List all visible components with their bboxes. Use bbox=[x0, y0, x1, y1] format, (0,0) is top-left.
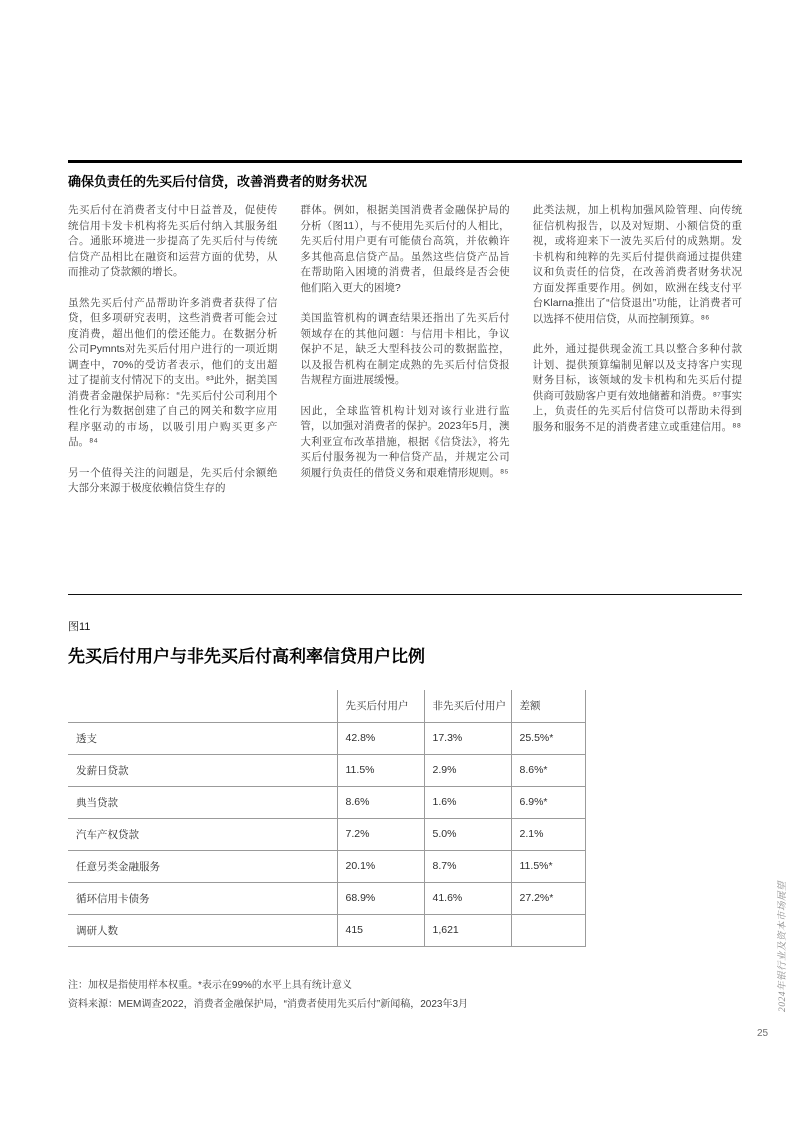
table-header-row bbox=[68, 690, 585, 722]
paragraph: 此类法规，加上机构加强风险管理、向传统征信机构报告，以及对短期、小额信贷的重视，或将迎来下一波先买后付的成熟期。发卡机构和纯粹的先买后付提供商通过提供建议和负责任的信贷，在改善消费者财务状况方面发挥重要作用。例如，欧洲在线支付平台Klarna推出了“信贷退出”功能，让消费者可以选择不使用信贷，从而控制预算。⁸⁶ bbox=[532, 204, 742, 325]
page-number: 25 bbox=[757, 1028, 769, 1039]
table-cell-label: 透支 bbox=[68, 722, 337, 754]
table-cell-label: 典当贷款 bbox=[68, 786, 337, 818]
paragraph: 另一个值得关注的问题是，先买后付余额绝大部分来源于极度依赖信贷生存的 bbox=[68, 466, 278, 494]
paragraph: 群体。例如，根据美国消费者金融保护局的分析（图11），与不使用先买后付的人相比，先买后付用户更有可能债台高筑，并依赖许多其他高息信贷产品。虽然这些信贷产品旨在帮助陷入困境的消费者，但最终是否会使他们陷入更大的困境? bbox=[300, 204, 510, 294]
table-cell-label: 任意另类金融服务 bbox=[68, 850, 337, 882]
table-row bbox=[68, 850, 585, 882]
table-cell-label: 汽车产权贷款 bbox=[68, 818, 337, 850]
table-cell: 25.5%* bbox=[511, 722, 585, 754]
paragraph: 此外，通过提供现金流工具以整合多种付款计划、提供预算编制见解以及支持客户实现财务目标，该领域的发卡机构和先买后付提供商可鼓励客户更有效地储蓄和消费。⁸⁷事实上，负责任的先买后付信贷可以帮助未得到服务和服务不足的消费者建立或重建信用。⁸⁸ bbox=[532, 343, 742, 433]
text-column-1 bbox=[68, 203, 277, 512]
footnote: 注：加权是指使用样本权重。*表示在99%的水平上具有统计意义 bbox=[68, 980, 352, 991]
source-note: 资料来源：MEM调查2022，消费者金融保护局，“消费者使用先买后付”新闻稿，2023年3月 bbox=[68, 999, 469, 1010]
section-heading: 确保负责任的先买后付信贷，改善消费者的财务状况 bbox=[68, 174, 368, 189]
table-cell: 1,621 bbox=[424, 914, 511, 946]
table-row bbox=[68, 818, 585, 850]
text-column-2 bbox=[300, 203, 509, 512]
table-header-cell bbox=[68, 690, 337, 722]
paragraph: 美国监管机构的调查结果还指出了先买后付领域存在的其他问题：与信用卡相比，争议保护不足，缺乏大型科技公司的数据监控，以及报告机构在制定成熟的先买后付信贷报告规程方面进展缓慢。 bbox=[300, 312, 510, 386]
figure-label: 图11 bbox=[68, 621, 91, 633]
paragraph: 虽然先买后付产品帮助许多消费者获得了信贷，但多项研究表明，这些消费者可能会过度消费，超出他们的偿还能力。在数据分析公司Pymnts对先买后付用户进行的一项近期调查中，70%的受访者表示，他们的支出超过了提前支付情况下的支出。⁸³此外，据美国消费者金融保护局称：“先买后付公司利用个性化行为数据创建了自己的网关和数字应用程序驱动的市场，以吸引用户购买更多产品。⁸⁴ bbox=[68, 296, 278, 448]
report-spine-title: 2024年银行业及资本市场展望 bbox=[778, 880, 788, 1012]
table-cell: 20.1% bbox=[337, 850, 424, 882]
figure-title: 先买后付用户与非先买后付高利率信贷用户比例 bbox=[68, 647, 425, 666]
table-row bbox=[68, 786, 585, 818]
table-cell-label: 发薪日贷款 bbox=[68, 754, 337, 786]
table-row bbox=[68, 722, 585, 754]
table-cell: 8.6%* bbox=[511, 754, 585, 786]
table-row bbox=[68, 754, 585, 786]
table-cell: 1.6% bbox=[424, 786, 511, 818]
table-header-cell: 差额 bbox=[511, 690, 585, 722]
table-cell bbox=[511, 914, 585, 946]
table-header-cell: 非先买后付用户 bbox=[424, 690, 511, 722]
text-column-3 bbox=[533, 203, 742, 512]
figure-table bbox=[68, 690, 586, 947]
table-row bbox=[68, 914, 585, 946]
table-cell-label: 循环信用卡债务 bbox=[68, 882, 337, 914]
table-cell: 42.8% bbox=[337, 722, 424, 754]
body-columns bbox=[68, 203, 742, 512]
table-cell: 2.9% bbox=[424, 754, 511, 786]
table-cell: 8.6% bbox=[337, 786, 424, 818]
section-top-rule bbox=[68, 160, 742, 163]
table-header-cell: 先买后付用户 bbox=[337, 690, 424, 722]
table-cell-label: 调研人数 bbox=[68, 914, 337, 946]
table-cell: 7.2% bbox=[337, 818, 424, 850]
table-cell: 11.5% bbox=[337, 754, 424, 786]
table-cell: 41.6% bbox=[424, 882, 511, 914]
table-cell: 8.7% bbox=[424, 850, 511, 882]
table-cell: 415 bbox=[337, 914, 424, 946]
table-cell: 68.9% bbox=[337, 882, 424, 914]
table-cell: 17.3% bbox=[424, 722, 511, 754]
table-cell: 2.1% bbox=[511, 818, 585, 850]
figure-divider bbox=[68, 594, 742, 595]
table-cell: 5.0% bbox=[424, 818, 511, 850]
paragraph: 因此，全球监管机构计划对该行业进行监管，以加强对消费者的保护。2023年5月，澳大利亚宣布改革措施，根据《信贷法》，将先买后付服务视为一种信贷产品，并规定公司须履行负责任的借贷义务和艰难情形规则。⁸⁵ bbox=[300, 404, 510, 479]
table-cell: 27.2%* bbox=[511, 882, 585, 914]
table-cell: 6.9%* bbox=[511, 786, 585, 818]
paragraph: 先买后付在消费者支付中日益普及，促使传统信用卡发卡机构将先买后付纳入其服务组合。通胀环境进一步提高了先买后付与传统信贷产品相比在融资和运营方面的优势，从而推动了贷款额的增长。 bbox=[68, 204, 278, 278]
table-cell: 11.5%* bbox=[511, 850, 585, 882]
table-row bbox=[68, 882, 585, 914]
